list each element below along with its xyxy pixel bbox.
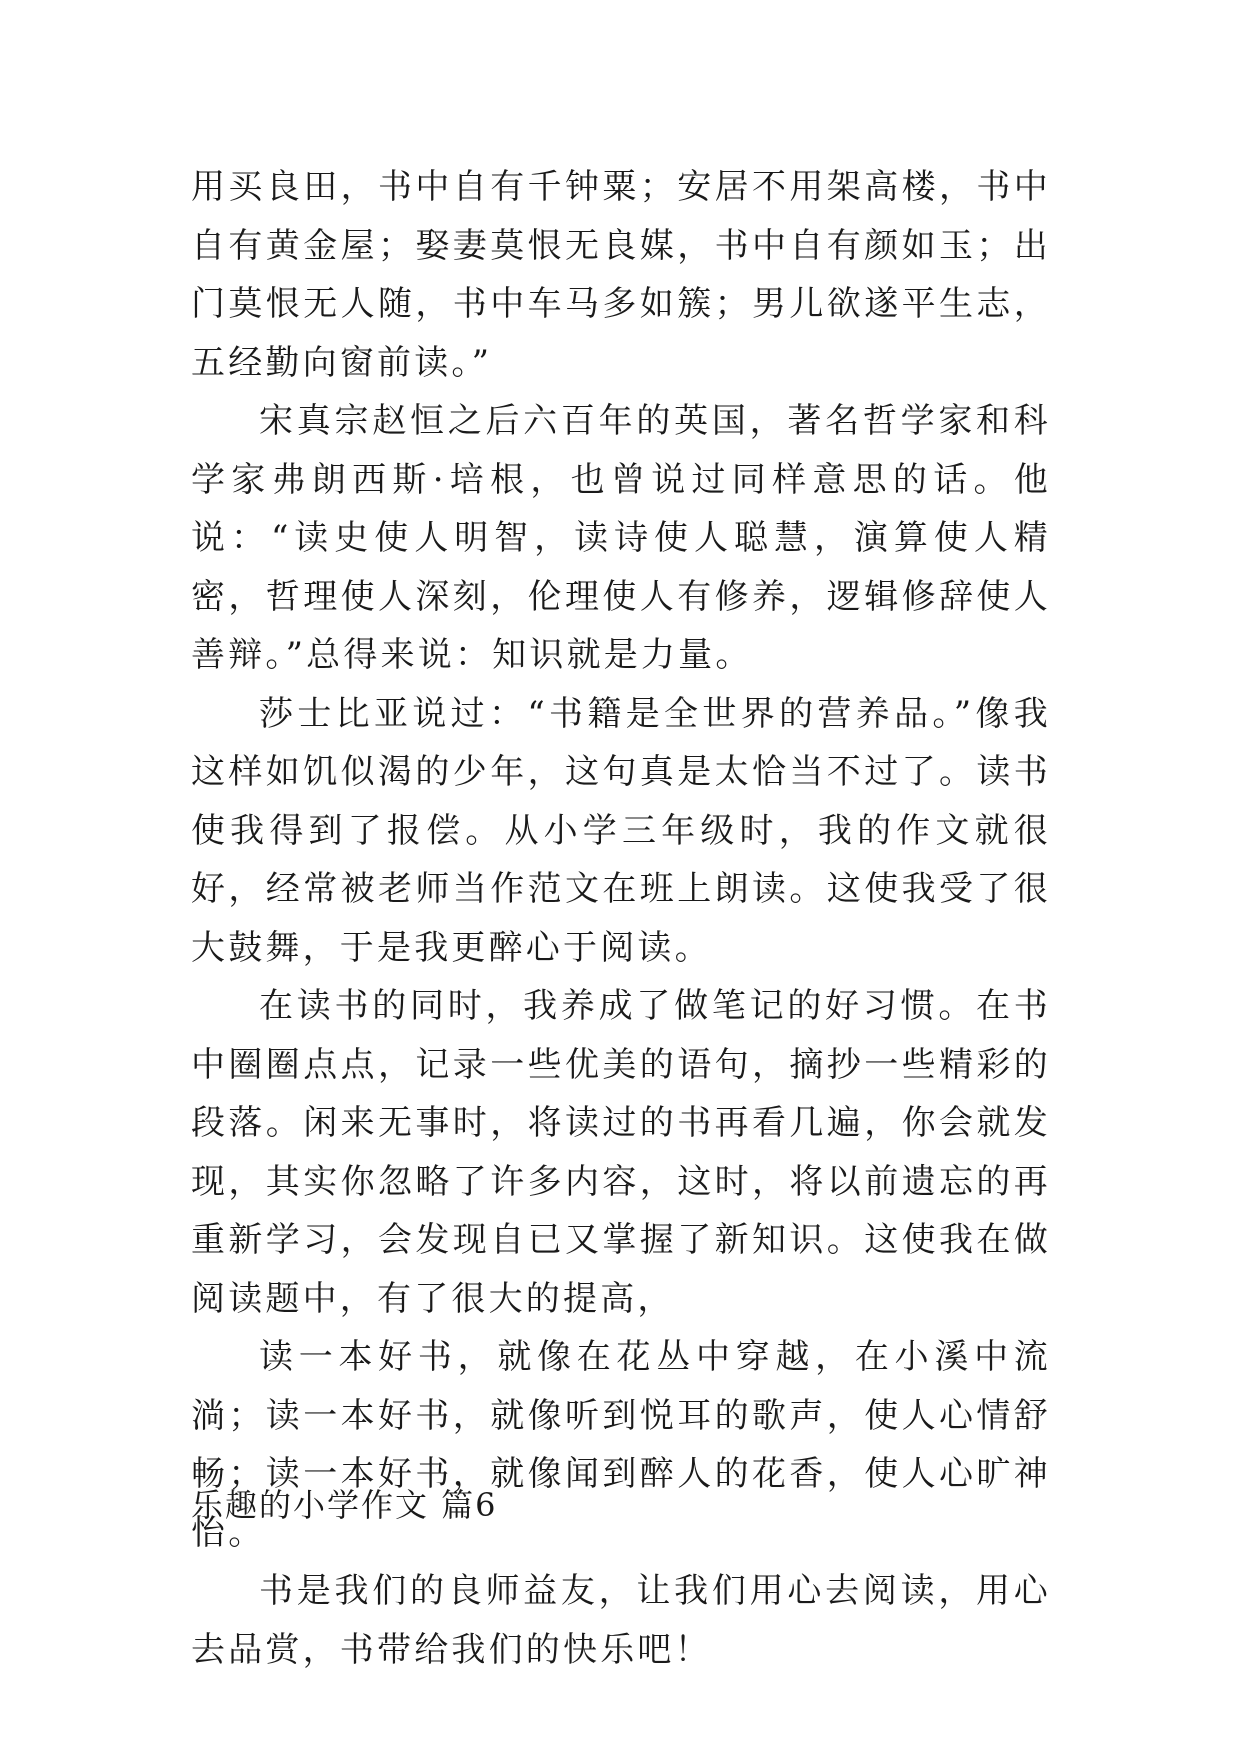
paragraph-1: 用买良田，书中自有千钟粟；安居不用架高楼，书中自有黄金屋；娶妻莫恨无良媒，书中自有颜如玉；出门莫恨无人随，书中车马多如簇；男儿欲遂平生志，五经勤向窗前读。” [191, 167, 1051, 383]
essay-body [191, 158, 1051, 1679]
paragraph-5: 读一本好书，就像在花丛中穿越，在小溪中流淌；读一本好书，就像听到悦耳的歌声，使人心情舒畅；读一本好书，就像闻到醉人的花香，使人心旷神怡。 [191, 1337, 1051, 1553]
paragraph-4: 在读书的同时，我养成了做笔记的好习惯。在书中圈圈点点，记录一些优美的语句，摘抄一些精彩的段落。闲来无事时，将读过的书再看几遍，你会就发现，其实你忽略了许多内容，这时，将以前遗忘的再重新学习，会发现自已又掌握了新知识。这使我在做阅读题中，有了很大的提高， [191, 986, 1051, 1319]
paragraph-2: 宋真宗赵恒之后六百年的英国，著名哲学家和科学家弗朗西斯·培根，也曾说过同样意思的话。他说：“读史使人明智，读诗使人聪慧，演算使人精密，哲理使人深刻，伦理使人有修养，逻辑修辞使人善辩。”总得来说：知识就是力量。 [191, 401, 1051, 675]
paragraph-3: 莎士比亚说过：“书籍是全世界的营养品。”像我这样如饥似渴的少年，这句真是太恰当不过了。读书使我得到了报偿。从小学三年级时，我的作文就很好，经常被老师当作范文在班上朗读。这使我受了很大鼓舞，于是我更醉心于阅读。 [191, 693, 1051, 968]
paragraph-6: 书是我们的良师益友，让我们用心去阅读，用心去品赏，书带给我们的快乐吧！ [191, 1571, 1051, 1670]
section-title: 乐趣的小学作文 篇6 [191, 1486, 498, 1524]
